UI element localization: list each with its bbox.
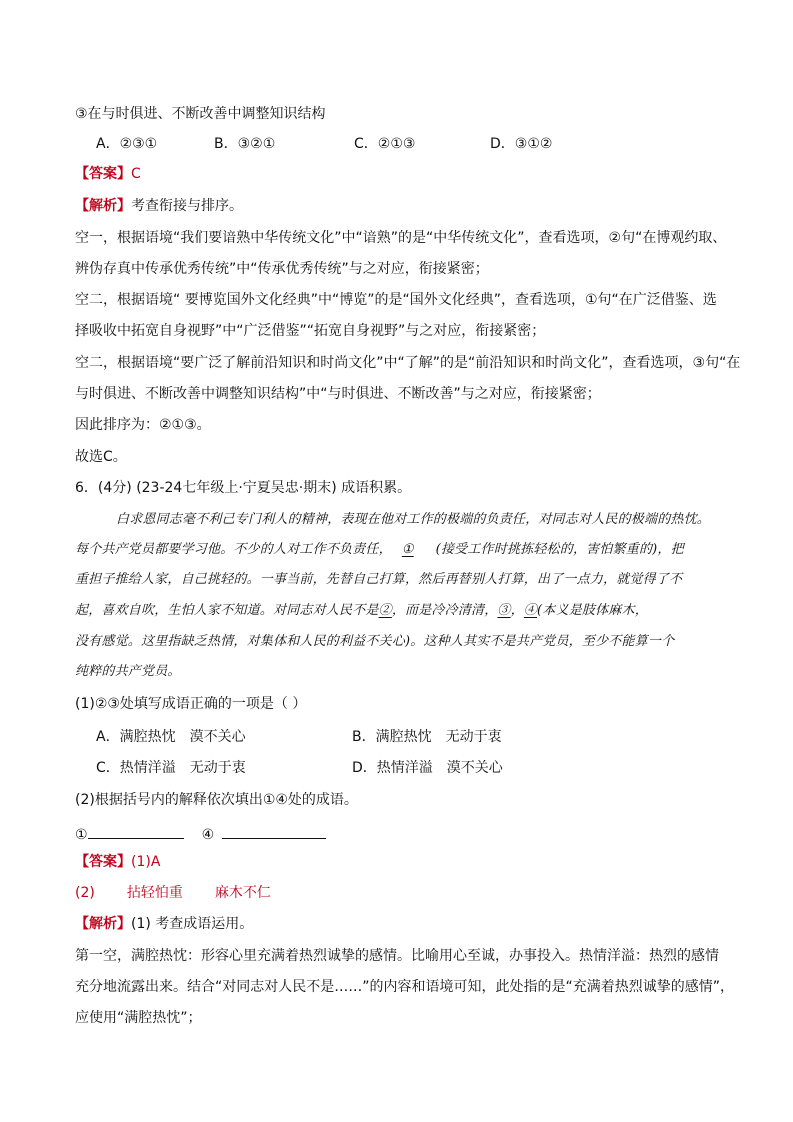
fill-label-4: ④ [201,827,215,843]
q6-option-a [96,727,246,747]
q6-option-c [96,758,246,778]
q5-order: 因此排序为：②①③。 [75,417,211,433]
answer-idiom-4: 麻木不仁 [214,885,271,901]
q6-fill-blanks [75,822,326,845]
q6-sub-question-1: (1)②③处填写成语正确的一项是（ ） [75,696,307,712]
passage-text: ， [510,603,524,618]
q5-item-3: ③在与时俱进、不断改善中调整知识结构 [75,106,326,122]
analysis-title: (1) 考查成语运用。 [131,916,254,932]
option-word: 无动于衷 [189,760,246,776]
option-letter: D．热情洋溢 [352,760,433,776]
blank-3: ③ [497,603,511,618]
q5-option-a: A．②③① [96,136,158,152]
passage-text: (接受工作时挑拣轻松的，害怕繁重的)，把 [435,542,684,557]
passage-text: (本义是肢体麻木， [537,603,648,618]
q5-analysis-text: 择吸收中拓宽自身视野”中“广泛借鉴”“拓宽自身视野”与之对应，衔接紧密； [75,323,546,339]
q5-option-d: D．③①② [490,136,553,152]
q6-sub-question-2: (2)根据括号内的解释依次填出①④处的成语。 [75,792,358,808]
option-letter: C．热情洋溢 [96,760,176,776]
answer-value: (1)A [131,854,161,870]
q5-analysis-text: 空二，根据语境“要广泛了解前沿知识和时尚文化”中“了解”的是“前沿知识和时尚文化”，查看选项，③句“在 [75,355,741,371]
answer-number: (2) [75,885,95,901]
q6-analysis-line [75,914,253,934]
q5-analysis-text: 空二，根据语境“ 要博览国外文化经典”中“博览”的是“国外文化经典”，查看选项，①句“在广泛借鉴、选 [75,292,717,308]
passage-text: ，而是冷冷清清， [391,603,498,618]
q6-passage-line [75,540,684,560]
q6-header: 6．(4分) (23-24七年级上·宁夏吴忠·期末) 成语积累。 [75,480,412,496]
fill-label-1: ① [75,827,88,843]
analysis-title: 考查衔接与排序。 [131,198,243,214]
q6-option-b [352,727,502,747]
q5-option-c: C．②①③ [354,136,416,152]
blank-4: ④ [523,603,538,618]
option-letter: A．满腔热忱 [96,729,176,745]
answer-value: C [131,166,141,182]
fill-blank-4[interactable] [222,822,326,839]
q6-passage-line: 没有感觉。这里指缺乏热情，对集体和人民的利益不关心)。这种人其实不是共产党员，至少不能算一个 [75,634,675,649]
blank-2: ② [378,603,392,618]
q6-passage-line [75,601,648,621]
q6-analysis-text: 充分地流露出来。结合“对同志对人民不是……”的内容和语境可知，此处指的是“充满着热烈诚挚的感情”， [75,979,735,995]
q5-analysis-text: 与时俱进、不断改善中调整知识结构”中“与时俱进、不断改善”与之对应，衔接紧密； [75,386,601,402]
q5-choice: 故选C。 [75,449,127,465]
q6-answer-line [75,852,160,872]
option-word: 漠不关心 [446,760,503,776]
q6-answer-2 [75,883,271,903]
q6-analysis-text: 第一空，满腔热忱：形容心里充满着热烈诚挚的感情。比喻用心至诚，办事投入。热情洋溢：热烈的感情 [75,948,719,964]
q6-option-d [352,758,503,778]
q5-answer-line [75,164,141,184]
passage-text: 每个共产党员都要学习他。不少的人对工作不负责任， [75,542,392,557]
q5-option-b: B．③②① [214,136,276,152]
option-word: 无动于衷 [445,729,502,745]
blank-1: ① [401,542,414,557]
answer-idiom-1: 拈轻怕重 [126,885,183,901]
option-letter: B．满腔热忱 [352,729,432,745]
analysis-tag: 【解析】 [75,916,131,932]
fill-blank-1[interactable] [88,822,184,839]
q5-analysis-text: 空一，根据语境“我们要谙熟中华传统文化”中“谙熟”的是“中华传统文化”，查看选项，②句“在博观约取、 [75,230,727,246]
q5-analysis-text: 辨伪存真中传承优秀传统”中“传承优秀传统”与之对应，衔接紧密； [75,261,489,277]
answer-tag: 【答案】 [75,166,131,182]
q6-passage-line: 重担子推给人家，自己挑轻的。一事当前，先替自己打算，然后再替别人打算，出了一点力，就觉得了不 [75,572,683,587]
q6-analysis-text: 应使用“满腔热忱”； [75,1010,202,1026]
q5-analysis-line [75,196,243,216]
option-word: 漠不关心 [189,729,246,745]
answer-tag: 【答案】 [75,854,131,870]
q6-passage-line: 纯粹的共产党员。 [75,664,181,679]
q6-passage-line: 白求恩同志毫不利己专门利人的精神，表现在他对工作的极端的负责任，对同志对人民的极端的热忱。 [116,512,711,527]
analysis-tag: 【解析】 [75,198,131,214]
passage-text: 起，喜欢自吹，生怕人家不知道。对同志对人民不是 [75,603,379,618]
